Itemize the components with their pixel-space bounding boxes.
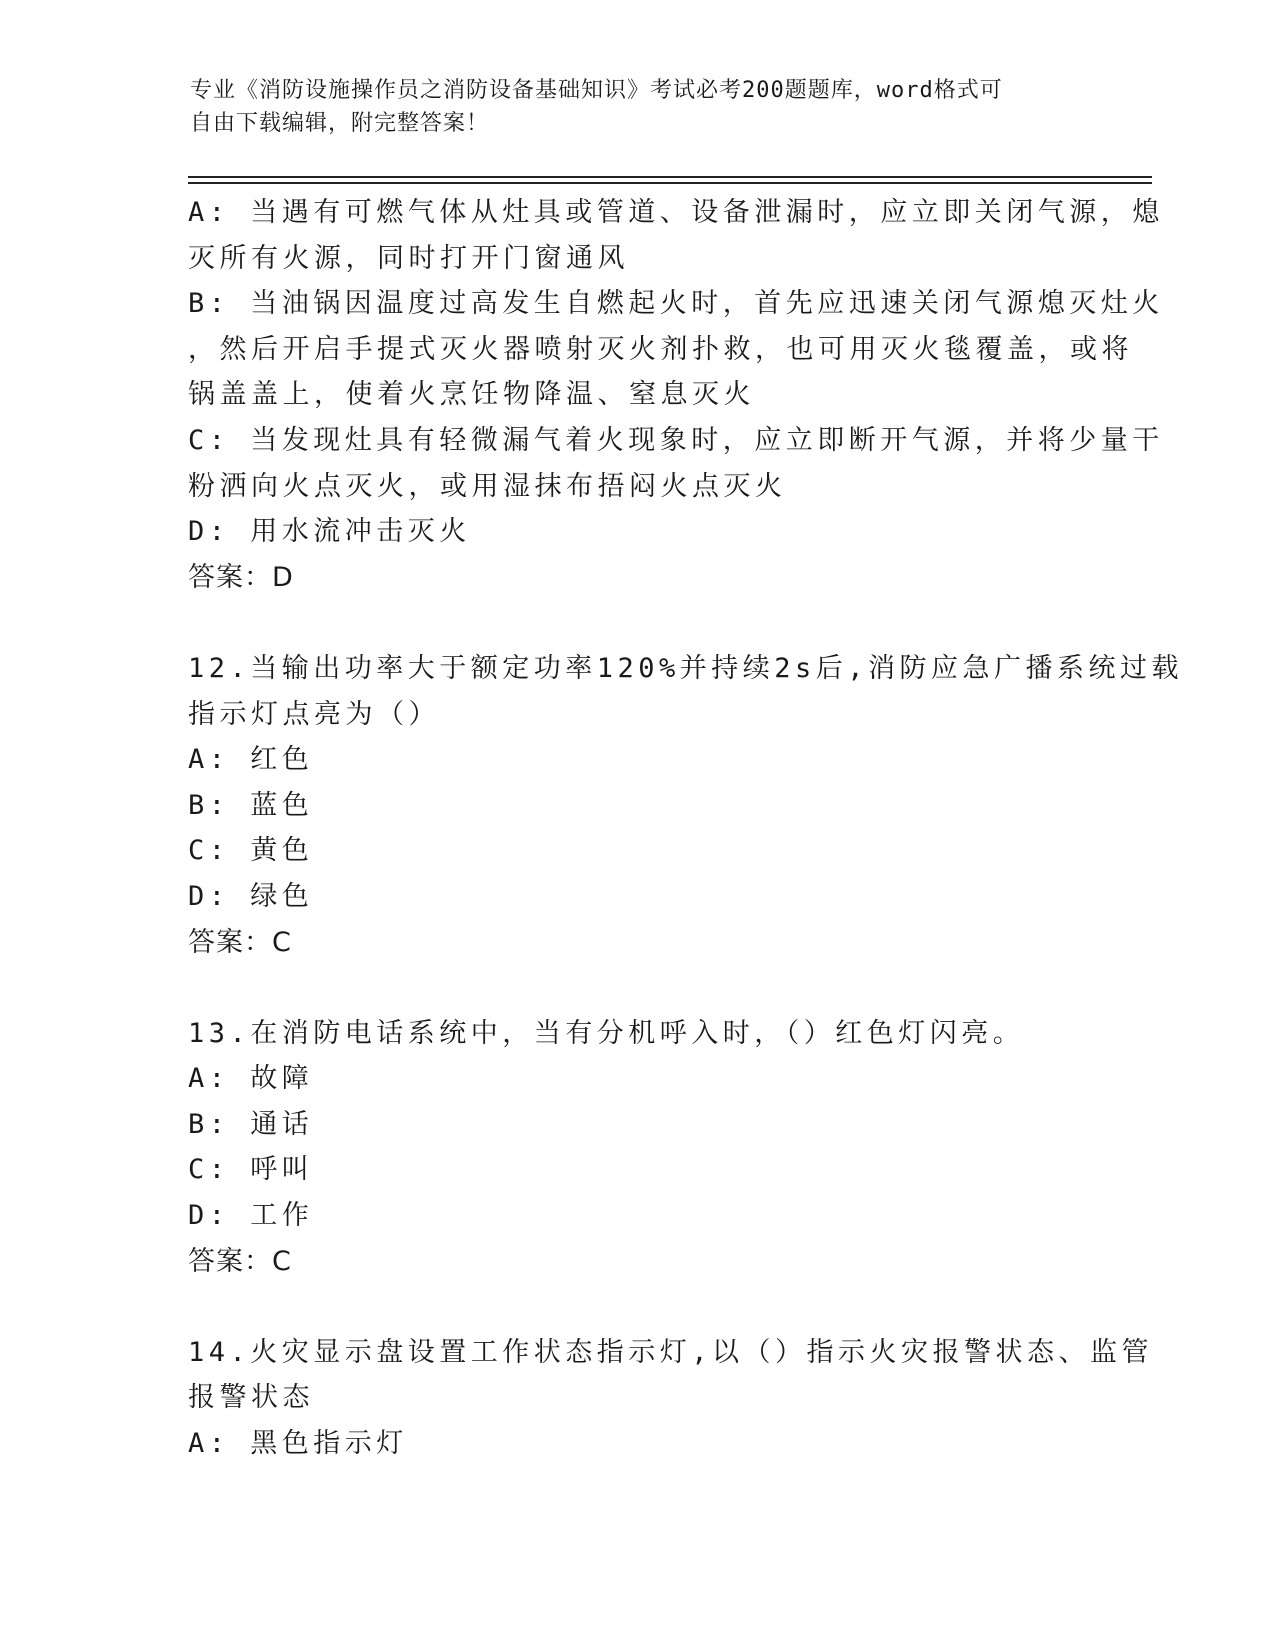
answer-line: 答案：C: [188, 926, 292, 958]
header-divider-top: [188, 176, 1152, 178]
spacer: [188, 600, 1088, 646]
answer-line: 答案：D: [188, 561, 294, 593]
question-content: [188, 190, 1184, 1467]
question-text-line-1: 12.当输出功率大于额定功率120%并持续2s后,消防应急广播系统过载: [188, 652, 1184, 684]
question-11: [188, 190, 1164, 600]
question-14: [188, 1330, 1154, 1467]
spacer: [188, 965, 1088, 1011]
option-b: B: 通话: [188, 1108, 314, 1140]
question-13: [188, 1011, 1088, 1285]
option-d: D: 绿色: [188, 880, 314, 912]
option-a: A: 黑色指示灯: [188, 1428, 408, 1460]
document-header: [190, 74, 1070, 140]
question-text-line-1: 13.在消防电话系统中，当有分机呼入时，（）红色灯闪亮。: [188, 1017, 1025, 1049]
option-a-line-2: 灭所有火源，同时打开门窗通风: [188, 242, 629, 274]
question-text-line-1: 14.火灾显示盘设置工作状态指示灯,以（）指示火灾报警状态、监管: [188, 1336, 1154, 1368]
question-12: [188, 646, 1184, 965]
option-d: D: 用水流冲击灭火: [188, 516, 471, 548]
header-line-1: 专业《消防设施操作员之消防设备基础知识》考试必考200题题库，word格式可: [190, 78, 1003, 103]
spacer: [188, 1284, 1088, 1330]
answer-line: 答案：C: [188, 1245, 292, 1277]
header-line-2: 自由下载编辑，附完整答案！: [190, 111, 490, 136]
option-c-line-2: 粉洒向火点灭火，或用湿抹布捂闷火点灭火: [188, 470, 787, 502]
question-text-line-2: 指示灯点亮为（）: [188, 698, 440, 730]
option-b-line-2: ，然后开启手提式灭火器喷射灭火剂扑救，也可用灭火毯覆盖，或将: [188, 333, 1133, 365]
option-a: A: 红色: [188, 744, 314, 776]
option-a: A: 故障: [188, 1063, 314, 1095]
question-text-line-2: 报警状态: [188, 1382, 314, 1414]
header-divider-bottom: [188, 182, 1152, 184]
option-c: C: 黄色: [188, 835, 314, 867]
option-b: B: 蓝色: [188, 789, 314, 821]
option-d: D: 工作: [188, 1200, 314, 1232]
option-c: C: 呼叫: [188, 1154, 314, 1186]
option-c-line-1: C: 当发现灶具有轻微漏气着火现象时，应立即断开气源，并将少量干: [188, 424, 1164, 456]
option-b-line-3: 锅盖盖上，使着火烹饪物降温、窒息灭火: [188, 379, 755, 411]
option-a-line-1: A: 当遇有可燃气体从灶具或管道、设备泄漏时，应立即关闭气源，熄: [188, 197, 1164, 228]
option-b-line-1: B: 当油锅因温度过高发生自燃起火时，首先应迅速关闭气源熄灭灶火: [188, 288, 1164, 320]
